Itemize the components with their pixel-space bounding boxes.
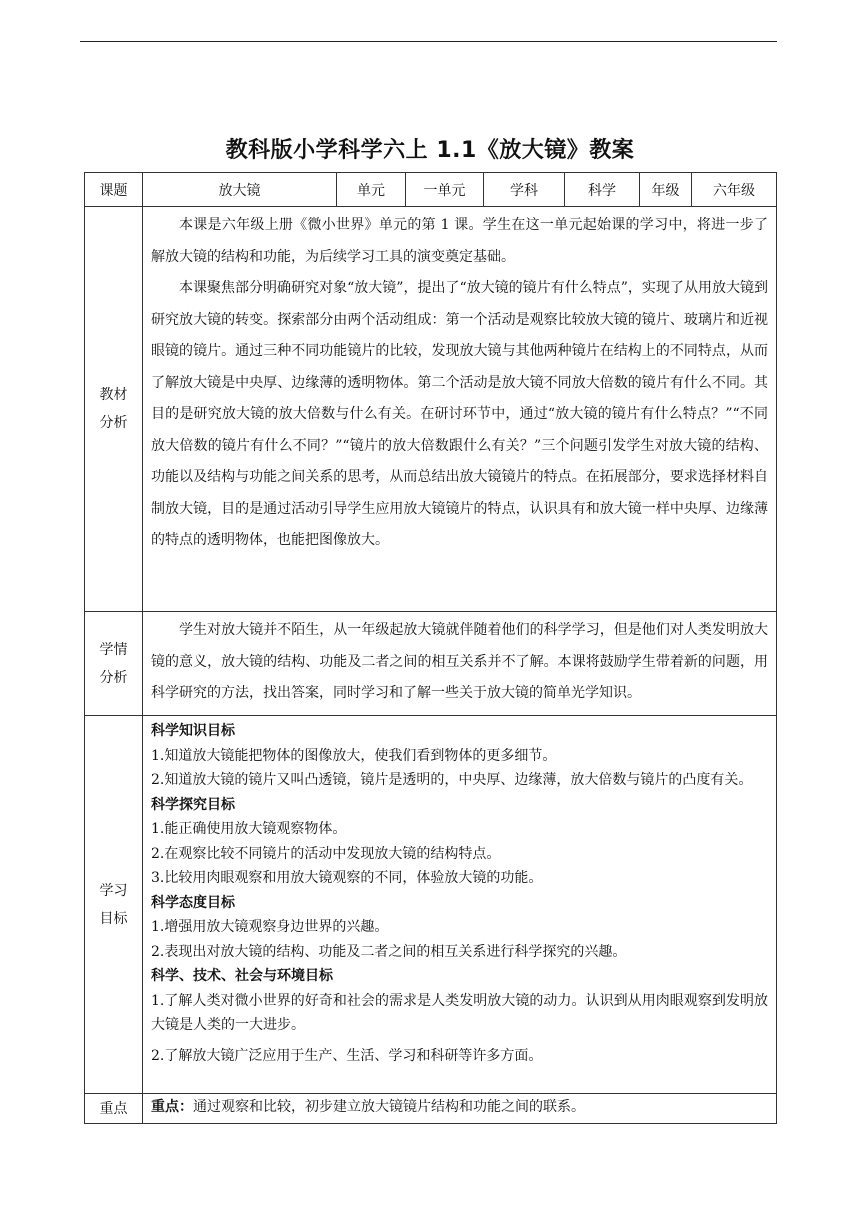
textbook-analysis-row <box>85 207 777 612</box>
stse-heading: 科学、技术、社会与环境目标 <box>151 968 333 984</box>
list-item: 2.表现出对放大镜的结构、功能及二者之间的相互关系进行科学探究的兴趣。 <box>151 943 627 960</box>
key-points-row <box>85 1094 777 1124</box>
knowledge-heading: 科学知识目标 <box>151 723 235 739</box>
list-item: 1.能正确使用放大镜观察物体。 <box>151 821 347 837</box>
learning-goals-row <box>85 716 777 1094</box>
attitude-heading: 科学态度目标 <box>151 894 235 911</box>
learning-goals-content <box>143 716 777 1094</box>
key-points-label: 重点 <box>85 1094 143 1124</box>
lesson-plan-table <box>84 172 777 1124</box>
topic-value: 放大镜 <box>143 173 337 207</box>
list-item: 1.了解人类对微小世界的好奇和社会的需求是人类发明放大镜的动力。认识到从用肉眼观察到发明放大镜是人类的一大进步。 <box>151 992 768 1033</box>
unit-label: 单元 <box>337 173 406 207</box>
key-points-lead: 重点： <box>151 1099 193 1115</box>
header-rule <box>80 41 777 42</box>
list-item: 1.增强用放大镜观察身边世界的兴趣。 <box>151 919 389 935</box>
document-title: 教科版小学科学六上 1.1《放大镜》教案 <box>225 138 635 163</box>
grade-label: 年级 <box>640 173 692 207</box>
list-item: 2.在观察比较不同镜片的活动中发现放大镜的结构特点。 <box>151 845 501 862</box>
list-item: 3.比较用肉眼观察和用放大镜观察的不同，体验放大镜的功能。 <box>151 870 543 886</box>
header-row <box>85 173 777 207</box>
topic-label: 课题 <box>85 173 143 207</box>
paragraph: 学生对放大镜并不陌生，从一年级起放大镜就伴随着他们的科学学习，但是他们对人类发明放大镜的意义，放大镜的结构、功能及二者之间的相互关系并不了解。本课将鼓励学生带着新的问题，用科学研究的方法，找出答案，同时学习和了解一些关于放大镜的简单光学知识。 <box>151 622 768 701</box>
list-item: 2.知道放大镜的镜片又叫凸透镜，镜片是透明的，中央厚、边缘薄，放大倍数与镜片的凸度有关。 <box>151 772 753 788</box>
subject-label: 学科 <box>484 173 565 207</box>
paragraph: 本课是六年级上册《微小世界》单元的第 1 课。学生在这一单元起始课的学习中，将进一步了解放大镜的结构和功能，为后续学习工具的演变奠定基础。 <box>151 217 768 265</box>
paragraph: 本课聚焦部分明确研究对象“放大镜”，提出了“放大镜的镜片有什么特点”，实现了从用放大镜到研究放大镜的转变。探索部分由两个活动组成：第一个活动是观察比较放大镜的镜片、玻璃片和近视眼镜的镜片。通过三种不同功能镜片的比较，发现放大镜与其他两种镜片在结构上的不同特点，从而了解放大镜是中央厚、边缘薄的透明物体。第二个活动是放大镜不同放大倍数的镜片有什么不同。其目的是研究放大镜的放大倍数与什么有关。在研讨环节中，通过“放大镜的镜片有什么特点？”“不同放大倍数的镜片有什么不同？”“镜片的放大倍数跟什么有关？”三个问题引发学生对放大镜的结构、功能以及结构与功能之间关系的思考，从而总结出放大镜镜片的特点。在拓展部分，要求选择材料自制放大镜，目的是通过活动引导学生应用放大镜镜片的特点，认识具有和放大镜一样中央厚、边缘薄的特点的透明物体，也能把图像放大。 <box>151 280 768 548</box>
textbook-analysis-label: 教材 分析 <box>85 207 143 612</box>
inquiry-heading: 科学探究目标 <box>151 796 235 813</box>
subject-value: 科学 <box>565 173 640 207</box>
list-item: 1.知道放大镜能把物体的图像放大，使我们看到物体的更多细节。 <box>151 747 557 764</box>
list-item: 2.了解放大镜广泛应用于生产、生活、学习和科研等许多方面。 <box>151 1047 543 1064</box>
key-points-content <box>143 1094 777 1124</box>
grade-value: 六年级 <box>692 173 777 207</box>
student-analysis-content <box>143 612 777 716</box>
student-analysis-row <box>85 612 777 716</box>
learning-goals-label: 学习 目标 <box>85 716 143 1094</box>
key-points-text: 通过观察和比较，初步建立放大镜镜片结构和功能之间的联系。 <box>193 1099 585 1115</box>
unit-value: 一单元 <box>406 173 484 207</box>
student-analysis-label: 学情 分析 <box>85 612 143 716</box>
textbook-analysis-content <box>143 207 777 612</box>
